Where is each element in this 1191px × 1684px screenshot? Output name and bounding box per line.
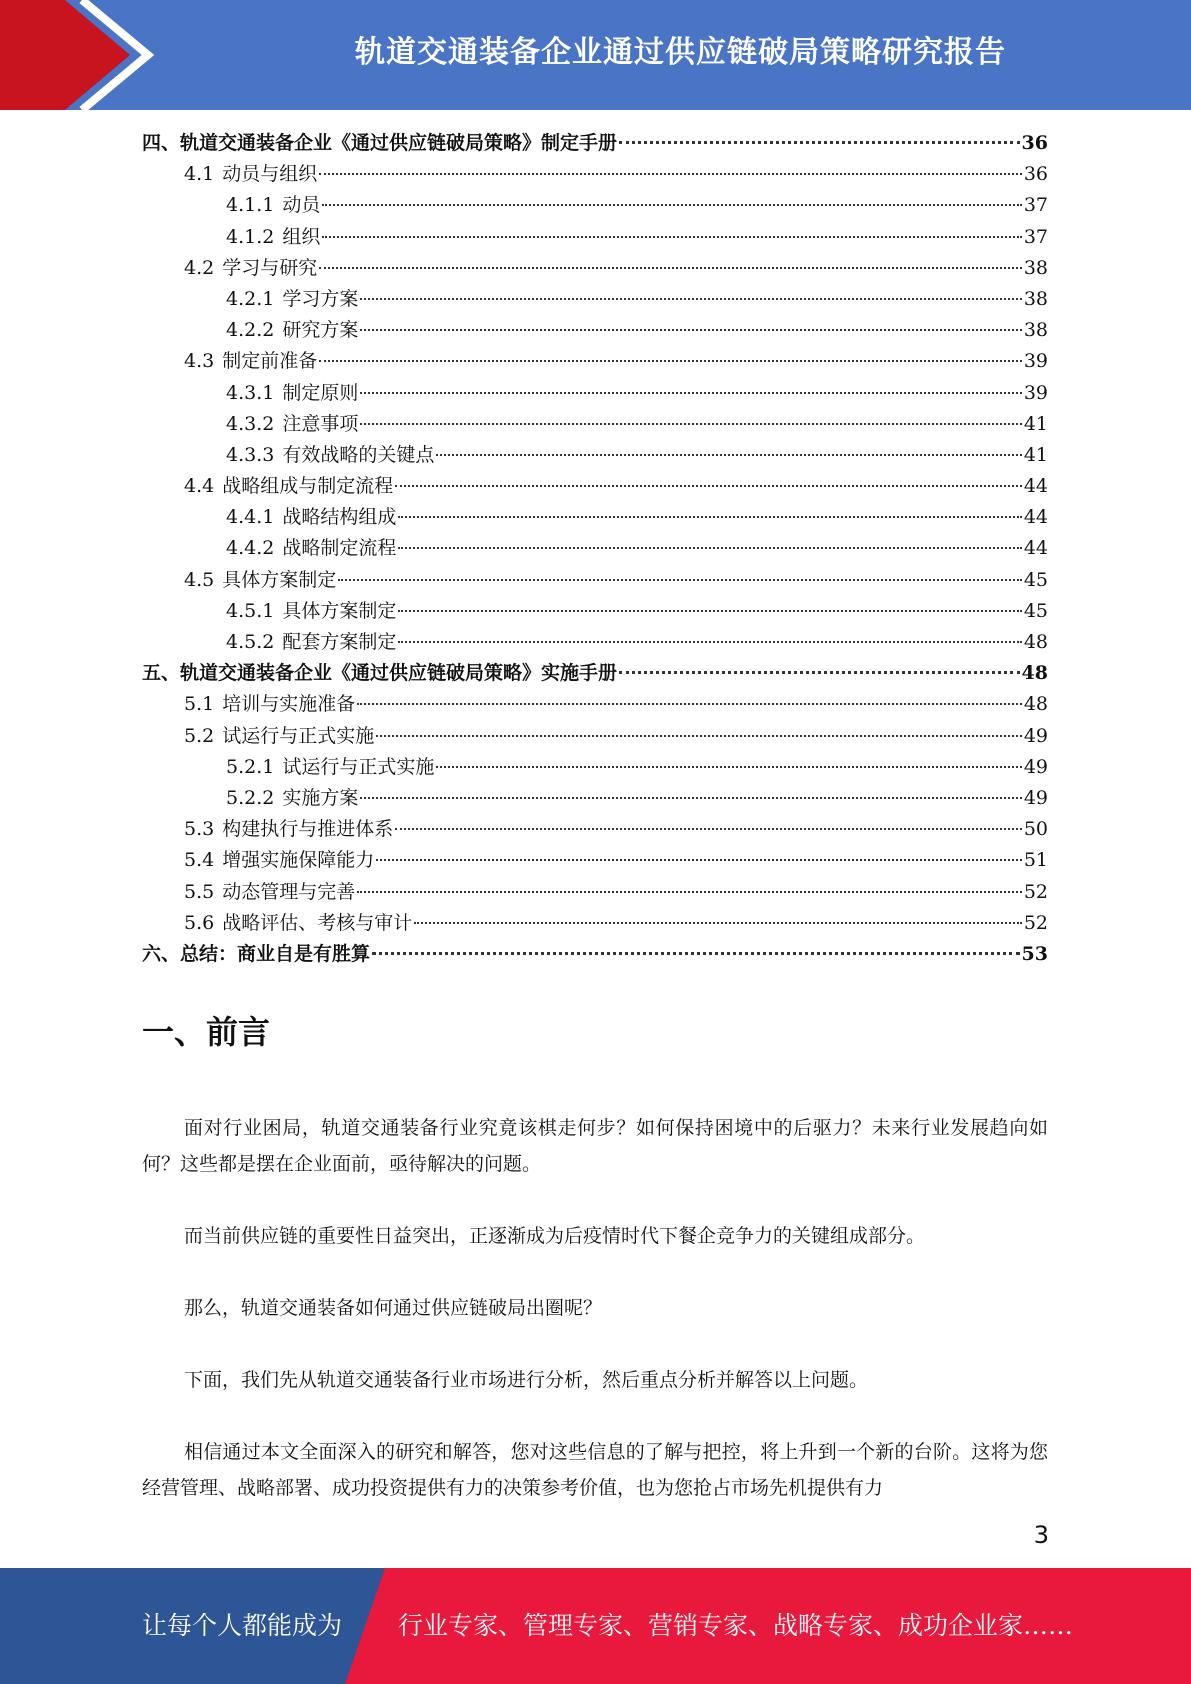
toc-page-number: 41 <box>1023 443 1048 466</box>
toc-entry[interactable] <box>142 814 1048 845</box>
toc-entry-number: 5.2.1 <box>226 755 275 778</box>
toc-entry-number: 4.3 <box>184 350 215 373</box>
paragraph: 面对行业困局，轨道交通装备行业究竟该棋走何步？如何保持困境中的后驱力？未来行业发展趋向如何？这些都是摆在企业面前，亟待解决的问题。 <box>142 1117 1048 1175</box>
toc-entry-number: 5.4 <box>184 849 215 872</box>
toc-dot-leader <box>360 298 1021 300</box>
toc-dot-leader <box>436 454 1021 456</box>
toc-dot-leader <box>360 329 1021 331</box>
toc-entry[interactable] <box>142 533 1048 564</box>
toc-entry[interactable] <box>142 502 1048 533</box>
toc-dot-leader <box>360 392 1021 394</box>
toc-entry-number: 5.2.2 <box>226 786 275 809</box>
toc-entry-number: 4.2.2 <box>226 319 275 342</box>
toc-entry-title: 动态管理与完善 <box>222 880 356 903</box>
toc-entry[interactable] <box>142 222 1048 253</box>
toc-entry-title: 注意事项 <box>282 412 359 435</box>
toc-entry[interactable] <box>142 190 1048 221</box>
toc-entry-number: 4.2.1 <box>226 287 275 310</box>
toc-entry[interactable] <box>142 378 1048 409</box>
toc-entry-title: 四、轨道交通装备企业《通过供应链破局策略》制定手册 <box>142 132 618 154</box>
toc-entry-number: 4.4 <box>184 475 215 498</box>
toc-dot-leader <box>357 891 1022 893</box>
toc-entry[interactable] <box>142 315 1048 346</box>
toc-dot-leader <box>619 141 1020 144</box>
toc-entry[interactable] <box>142 284 1048 315</box>
toc-entry[interactable] <box>142 783 1048 814</box>
toc-dot-leader <box>357 703 1022 705</box>
toc-entry-number: 4.2 <box>184 256 215 279</box>
toc-entry-number: 4.3.3 <box>226 443 275 466</box>
toc-dot-leader <box>395 485 1022 487</box>
toc-dot-leader <box>414 922 1022 924</box>
paragraph: 相信通过本文全面深入的研究和解答，您对这些信息的了解与把控，将上升到一个新的台阶。这将为您经营管理、战略部署、成功投资提供有力的决策参考价值，也为您抢占市场先机提供有力 <box>142 1441 1048 1499</box>
toc-dot-leader <box>398 641 1021 643</box>
toc-page-number: 53 <box>1021 942 1048 965</box>
toc-entry-title: 增强实施保障能力 <box>222 849 375 872</box>
toc-page-number: 52 <box>1023 880 1048 903</box>
footer-slogan-right: 行业专家、管理专家、营销专家、战略专家、成功企业家…… <box>398 1611 1074 1640</box>
page-footer <box>0 1568 1191 1684</box>
toc-dot-leader <box>322 204 1021 206</box>
toc-dot-leader <box>398 547 1021 549</box>
toc-dot-leader <box>319 173 1022 175</box>
toc-entry[interactable] <box>142 658 1048 689</box>
toc-entry[interactable] <box>142 409 1048 440</box>
toc-entry[interactable] <box>142 596 1048 627</box>
toc-entry[interactable] <box>142 845 1048 876</box>
toc-entry-number: 4.1 <box>184 163 215 186</box>
toc-entry-number: 5.5 <box>184 880 215 903</box>
toc-page-number: 49 <box>1023 724 1048 747</box>
toc-entry-number: 5.6 <box>184 911 215 934</box>
toc-entry-number: 5.2 <box>184 724 215 747</box>
toc-entry-title: 配套方案制定 <box>282 631 397 653</box>
paragraph: 那么，轨道交通装备如何通过供应链破局出圈呢？ <box>184 1297 603 1319</box>
toc-entry-title: 试运行与正式实施 <box>282 755 435 778</box>
toc-entry-title: 六、总结：商业自是有胜算 <box>142 942 371 965</box>
toc-entry-title: 学习与研究 <box>222 256 318 279</box>
toc-dot-leader <box>395 828 1022 830</box>
toc-entry-title: 动员 <box>282 194 321 217</box>
toc-entry-title: 具体方案制定 <box>282 599 397 622</box>
toc-dot-leader <box>376 735 1022 737</box>
toc-page-number: 48 <box>1023 693 1048 716</box>
toc-entry[interactable] <box>142 627 1048 658</box>
toc-entry-number: 4.5 <box>184 568 215 591</box>
toc-entry[interactable] <box>142 159 1048 190</box>
toc-entry-title: 培训与实施准备 <box>222 693 356 716</box>
toc-entry-number: 4.3.1 <box>226 381 275 404</box>
toc-entry[interactable] <box>142 877 1048 908</box>
page-header <box>0 0 1191 110</box>
toc-entry[interactable] <box>142 721 1048 752</box>
toc-page-number: 36 <box>1023 163 1048 186</box>
toc-entry[interactable] <box>142 908 1048 939</box>
toc-entry[interactable] <box>142 346 1048 377</box>
toc-dot-leader <box>398 610 1021 612</box>
toc-page-number: 51 <box>1023 849 1048 872</box>
paragraph: 而当前供应链的重要性日益突出，正逐渐成为后疫情时代下餐企竞争力的关键组成部分。 <box>184 1225 926 1247</box>
toc-entry-title: 实施方案 <box>282 786 359 809</box>
section-heading: 一、前言 <box>142 1013 271 1051</box>
toc-entry[interactable] <box>142 689 1048 720</box>
toc-entry-number: 5.3 <box>184 818 215 841</box>
toc-page-number: 37 <box>1023 225 1048 248</box>
toc-page-number: 45 <box>1023 599 1048 622</box>
section-body <box>142 1110 1048 1506</box>
toc-dot-leader <box>372 952 1020 955</box>
toc-entry-number: 4.5.2 <box>226 631 275 653</box>
report-title: 轨道交通装备企业通过供应链破局策略研究报告 <box>355 35 1006 70</box>
toc-page-number: 45 <box>1023 568 1048 591</box>
table-of-contents <box>142 128 1048 970</box>
toc-entry-title: 五、轨道交通装备企业《通过供应链破局策略》实施手册 <box>142 662 618 685</box>
toc-entry-number: 5.1 <box>184 693 215 716</box>
toc-entry[interactable] <box>142 939 1048 970</box>
toc-entry-number: 4.4.2 <box>226 537 275 560</box>
toc-entry-number: 4.1.1 <box>226 194 275 217</box>
toc-page-number: 37 <box>1023 194 1048 217</box>
toc-entry[interactable] <box>142 752 1048 783</box>
toc-entry-title: 构建执行与推进体系 <box>222 818 394 841</box>
toc-entry[interactable] <box>142 253 1048 284</box>
toc-entry-title: 试运行与正式实施 <box>222 724 375 747</box>
toc-entry-title: 战略结构组成 <box>282 506 397 529</box>
toc-entry[interactable] <box>142 128 1048 159</box>
toc-entry-title: 制定原则 <box>282 381 359 404</box>
toc-page-number: 49 <box>1023 786 1048 809</box>
toc-page-number: 41 <box>1023 412 1048 435</box>
toc-dot-leader <box>436 766 1021 768</box>
toc-page-number: 36 <box>1021 132 1048 154</box>
page-number: 3 <box>1033 1521 1049 1549</box>
toc-dot-leader <box>360 797 1021 799</box>
toc-page-number: 39 <box>1023 350 1048 373</box>
toc-dot-leader <box>376 859 1022 861</box>
toc-entry-title: 制定前准备 <box>222 350 318 373</box>
toc-page-number: 38 <box>1023 319 1048 342</box>
toc-dot-leader <box>619 671 1020 674</box>
toc-page-number: 38 <box>1023 287 1048 310</box>
toc-dot-leader <box>338 579 1022 581</box>
toc-entry-title: 研究方案 <box>282 319 359 342</box>
toc-entry-number: 4.4.1 <box>226 506 275 529</box>
toc-entry[interactable] <box>142 471 1048 502</box>
toc-page-number: 44 <box>1023 537 1048 560</box>
toc-entry-title: 动员与组织 <box>222 163 318 186</box>
toc-page-number: 50 <box>1023 818 1048 841</box>
toc-entry-title: 战略评估、考核与审计 <box>222 911 413 934</box>
toc-entry-title: 组织 <box>282 225 321 248</box>
toc-entry-title: 战略制定流程 <box>282 537 397 560</box>
toc-entry[interactable] <box>142 565 1048 596</box>
toc-entry-title: 战略组成与制定流程 <box>222 475 394 498</box>
toc-dot-leader <box>319 360 1022 362</box>
toc-page-number: 48 <box>1021 662 1048 685</box>
toc-page-number: 48 <box>1023 631 1048 653</box>
toc-entry-number: 4.3.2 <box>226 412 275 435</box>
toc-page-number: 52 <box>1023 911 1048 934</box>
toc-page-number: 39 <box>1023 381 1048 404</box>
toc-dot-leader <box>398 516 1021 518</box>
toc-entry-title: 具体方案制定 <box>222 568 337 591</box>
toc-page-number: 44 <box>1023 506 1048 529</box>
toc-entry-number: 4.5.1 <box>226 599 275 622</box>
toc-entry-title: 有效战略的关键点 <box>282 443 435 466</box>
footer-slogan-left: 让每个人都能成为 <box>142 1611 343 1640</box>
toc-dot-leader <box>319 267 1022 269</box>
toc-dot-leader <box>322 236 1021 238</box>
toc-page-number: 49 <box>1023 755 1048 778</box>
toc-entry-title: 学习方案 <box>282 287 359 310</box>
toc-dot-leader <box>360 423 1021 425</box>
toc-page-number: 44 <box>1023 475 1048 498</box>
toc-entry[interactable] <box>142 440 1048 471</box>
paragraph: 下面，我们先从轨道交通装备行业市场进行分析，然后重点分析并解答以上问题。 <box>184 1369 869 1391</box>
toc-page-number: 38 <box>1023 256 1048 279</box>
toc-entry-number: 4.1.2 <box>226 225 275 248</box>
